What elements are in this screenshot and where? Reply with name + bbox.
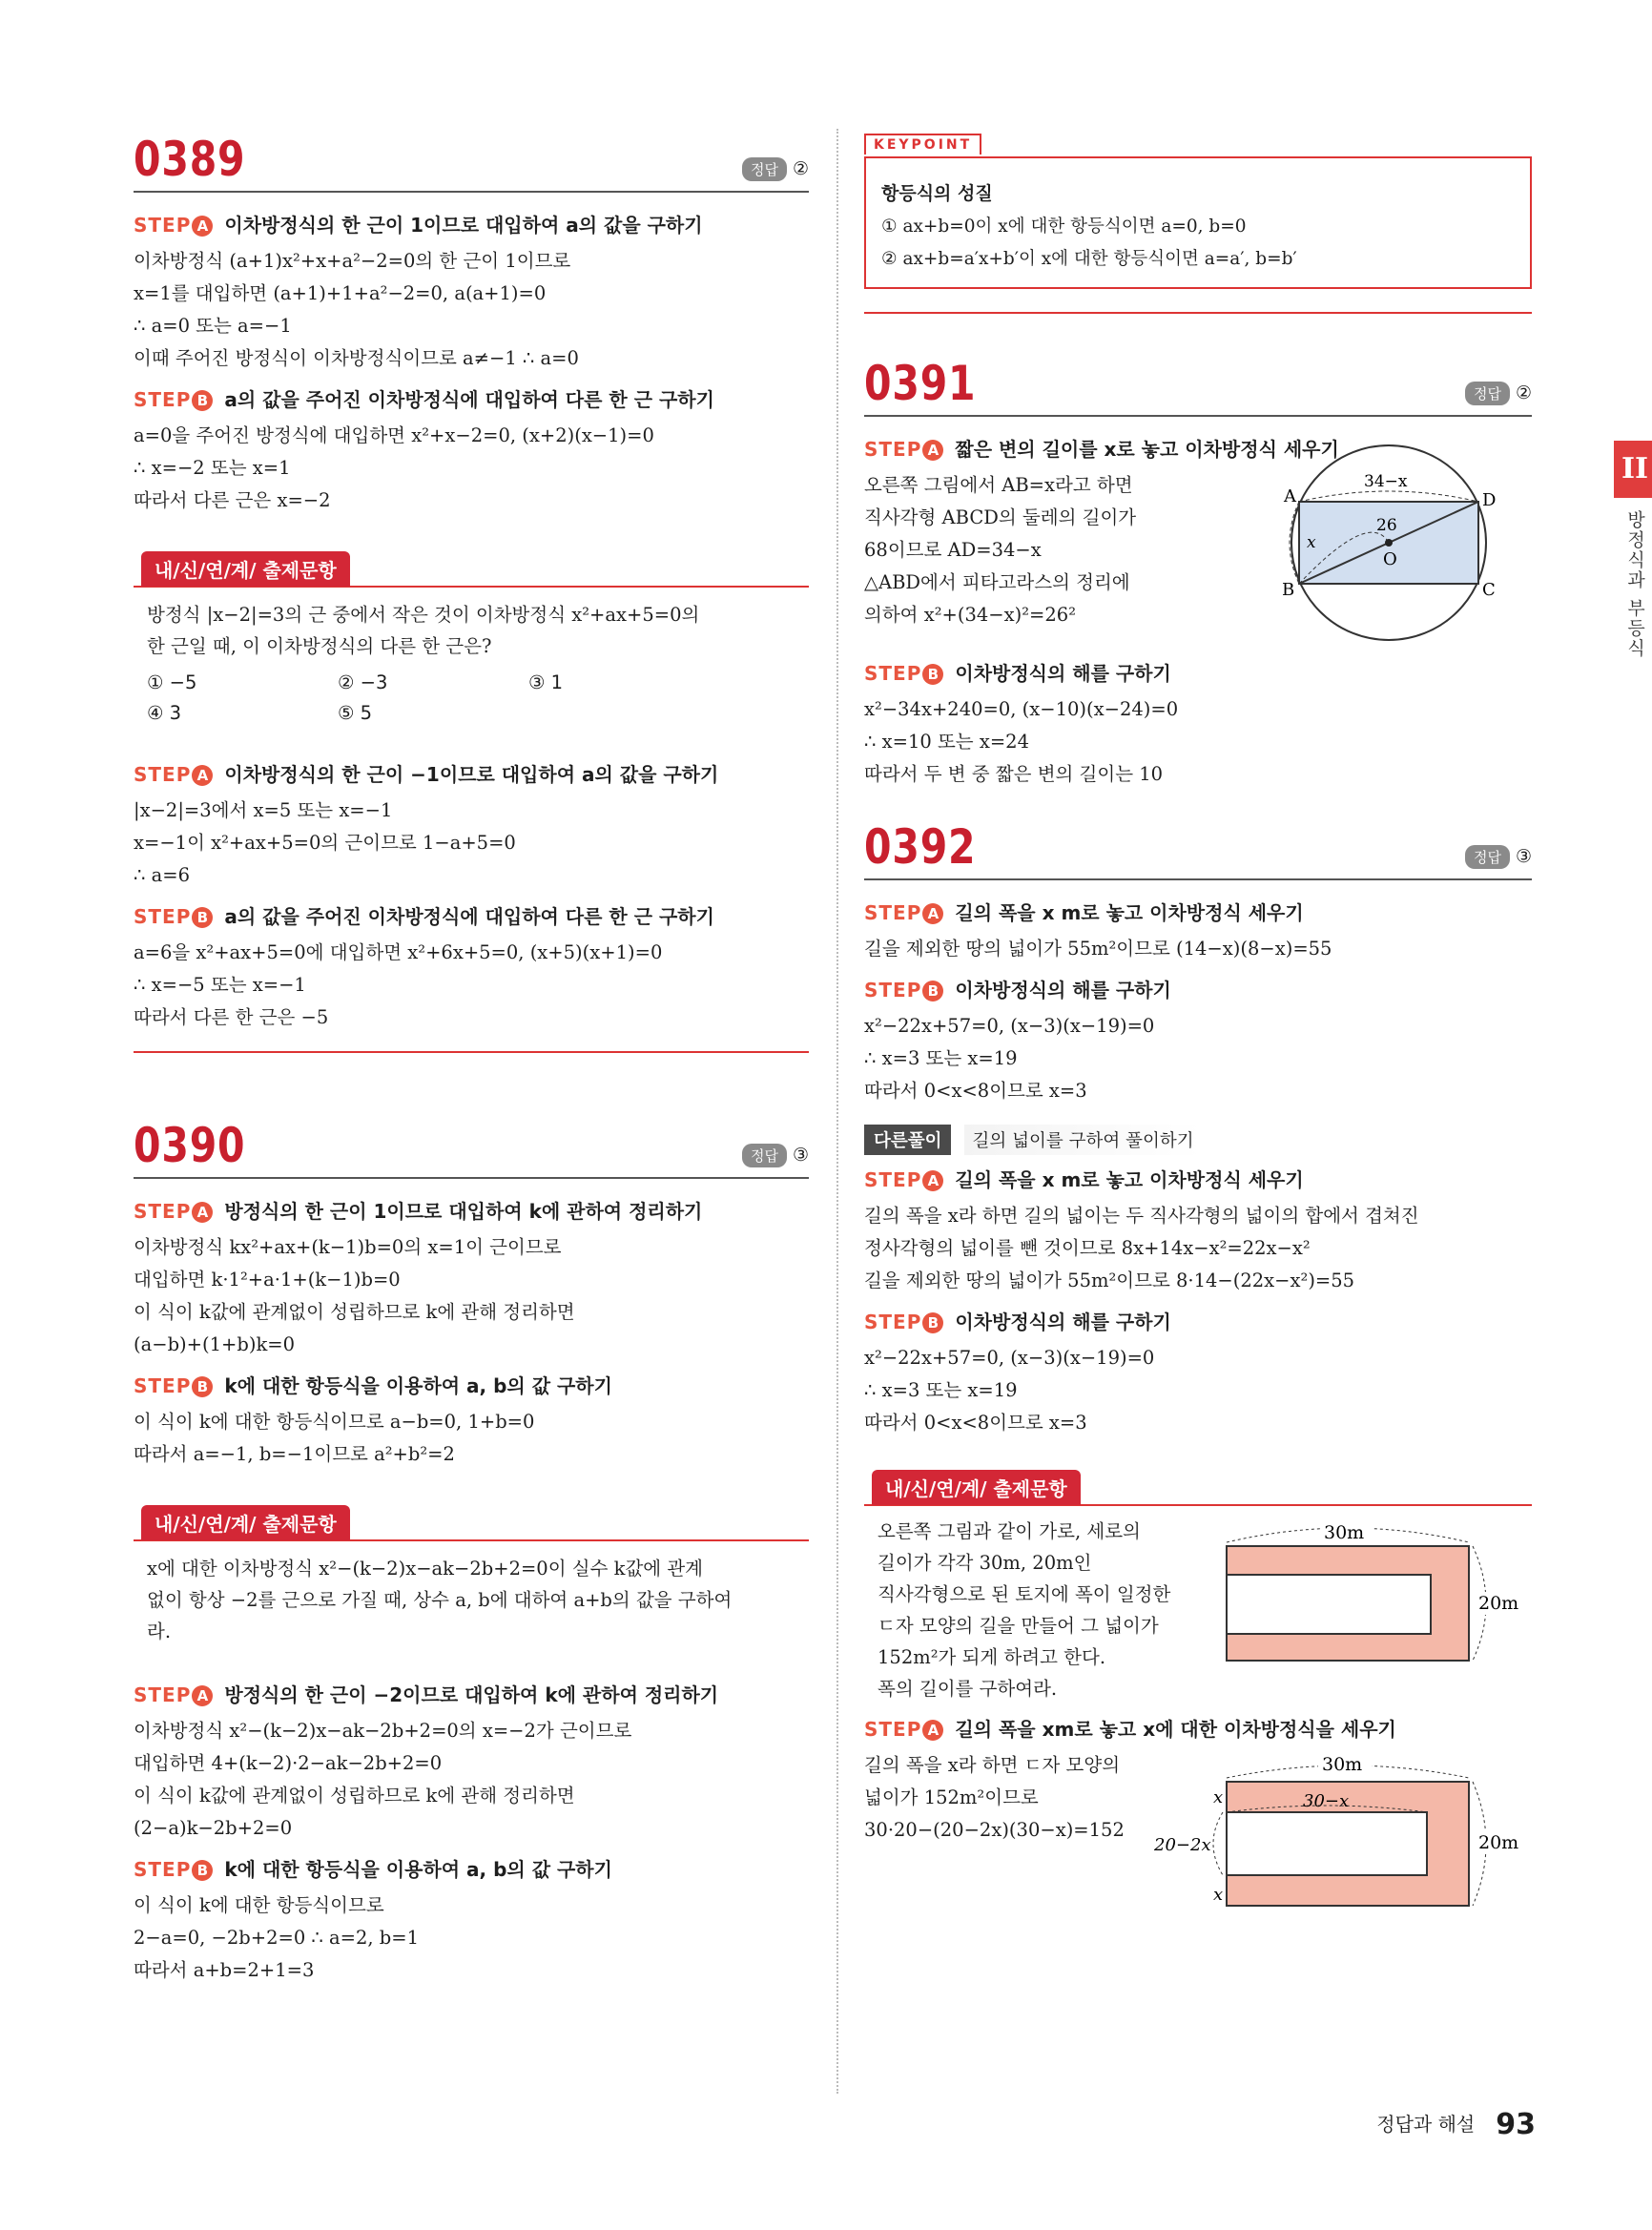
answer-value: ② bbox=[792, 158, 809, 179]
width-label: 30m bbox=[1324, 1522, 1365, 1543]
solution-line: 이 식이 k에 대한 항등식이므로 bbox=[134, 1894, 384, 1916]
exam-header bbox=[864, 1468, 1532, 1506]
step-b-heading: STEP B 이차방정식의 해를 구하기 bbox=[864, 1311, 1171, 1333]
solution-line: 대입하면 4+(k−2)·2−ak−2b+2=0 bbox=[134, 1752, 443, 1774]
keypoint-line: ① ax+b=0이 x에 대한 항등식이면 a=0, b=0 bbox=[881, 217, 1247, 237]
solution-line: 의하여 x²+(34−x)²=26² bbox=[864, 604, 1077, 626]
inner-height-brace bbox=[1213, 1812, 1223, 1875]
problem-header-0392 bbox=[864, 812, 1532, 880]
solution-line: 길을 제외한 땅의 넓이가 55m²이므로 (14−x)(8−x)=55 bbox=[864, 938, 1332, 960]
alternative-solution-header bbox=[864, 1125, 1532, 1155]
solution-line: x²−22x+57=0, (x−3)(x−19)=0 bbox=[864, 1015, 1155, 1037]
solution-line: 68이므로 AD=34−x bbox=[864, 539, 1042, 561]
solution-line: ∴ x=3 또는 x=19 bbox=[864, 1379, 1018, 1401]
solution-line: 2−a=0, −2b+2=0 ∴ a=2, b=1 bbox=[134, 1927, 420, 1949]
solution-line: 따라서 두 변 중 짧은 변의 길이는 10 bbox=[864, 763, 1164, 785]
label-o: O bbox=[1383, 549, 1397, 569]
page-footer bbox=[1376, 2108, 1536, 2141]
solution-line: 따라서 다른 한 근은 −5 bbox=[134, 1006, 329, 1028]
solution-line: 이차방정식 x²−(k−2)x−ak−2b+2=0의 x=−2가 근이므로 bbox=[134, 1720, 632, 1742]
width-x-top: x bbox=[1213, 1787, 1224, 1807]
solution-line: 따라서 0<x<8이므로 x=3 bbox=[864, 1080, 1087, 1102]
choice: ⑤ 5 bbox=[338, 702, 373, 724]
inscribed-rectangle-figure bbox=[1265, 443, 1513, 643]
exam-question: 방정식 |x−2|=3의 근 중에서 작은 것이 이차방정식 x²+ax+5=0의 한 근일 때, 이 이차방정식의 다른 한 근은? bbox=[147, 604, 700, 657]
problem-header-0391 bbox=[864, 348, 1532, 417]
inner-width-label: 30−x bbox=[1303, 1791, 1350, 1811]
solution-line: 이때 주어진 방정식이 이차방정식이므로 a≠−1 ∴ a=0 bbox=[134, 347, 579, 369]
solution-line: ∴ x=−5 또는 x=−1 bbox=[134, 974, 306, 996]
land-inner bbox=[1227, 1812, 1427, 1875]
solution-line: x=1를 대입하면 (a+1)+1+a²−2=0, a(a+1)=0 bbox=[134, 282, 547, 304]
step-a-heading: STEP A 길의 폭을 x m로 놓고 이차방정식 세우기 bbox=[864, 901, 1304, 924]
answer-badge: 정답 bbox=[1465, 845, 1510, 869]
solution-line: 오른쪽 그림에서 AB=x라고 하면 bbox=[864, 474, 1133, 496]
problem-header-0389 bbox=[134, 124, 809, 193]
solution-line: 30·20−(20−2x)(30−x)=152 bbox=[864, 1819, 1125, 1841]
problem-number: 0391 bbox=[864, 356, 977, 411]
label-top: 34−x bbox=[1364, 472, 1408, 491]
answer-choices bbox=[134, 668, 809, 729]
solution-line: ∴ a=6 bbox=[134, 864, 190, 886]
solution-line: ∴ x=−2 또는 x=1 bbox=[134, 457, 291, 479]
solution-line: x²−34x+240=0, (x−10)(x−24)=0 bbox=[864, 698, 1179, 720]
problem-number: 0392 bbox=[864, 819, 977, 875]
solution-line: 이 식이 k에 대한 항등식이므로 a−b=0, 1+b=0 bbox=[134, 1411, 535, 1433]
solution-line: 길을 제외한 땅의 넓이가 55m²이므로 8·14−(22x−x²)=55 bbox=[864, 1270, 1355, 1291]
solution-line: △ABD에서 피타고라스의 정리에 bbox=[864, 571, 1130, 593]
right-column bbox=[864, 124, 1532, 1931]
step-a-heading: STEP A 길의 폭을 xm로 놓고 x에 대한 이차방정식을 세우기 bbox=[864, 1718, 1396, 1741]
answer bbox=[1465, 845, 1532, 869]
solution-line: (a−b)+(1+b)k=0 bbox=[134, 1333, 296, 1355]
answer bbox=[1465, 382, 1532, 405]
column-divider bbox=[836, 129, 838, 2094]
c-shaped-path-figure-labeled bbox=[1150, 1744, 1532, 1934]
step-b-heading: STEP B 이차방정식의 해를 구하기 bbox=[864, 979, 1171, 1001]
choice: ④ 3 bbox=[147, 702, 182, 724]
exam-question: x에 대한 이차방정식 x²−(k−2)x−ak−2b+2=0이 실수 k값에 관계 없이 항상 −2를 근으로 가질 때, 상수 a, b에 대하여 a+b의 값을 구하여 라. bbox=[147, 1558, 733, 1642]
solution-line: 길의 폭을 x라 하면 ㄷ자 모양의 bbox=[864, 1754, 1121, 1776]
answer-badge: 정답 bbox=[1465, 382, 1510, 405]
step-a-heading: STEP A 이차방정식의 한 근이 1이므로 대입하여 a의 값을 구하기 bbox=[134, 214, 703, 237]
page-number: 93 bbox=[1496, 2108, 1536, 2141]
problem-number: 0389 bbox=[134, 132, 246, 187]
land-inner bbox=[1227, 1575, 1431, 1634]
problem-header-0390 bbox=[134, 1110, 809, 1179]
solution-line: ∴ x=3 또는 x=19 bbox=[864, 1047, 1018, 1069]
solution-line: 이차방정식 (a+1)x²+x+a²−2=0의 한 근이 1이므로 bbox=[134, 250, 571, 272]
exam-header bbox=[134, 549, 809, 588]
answer-value: ② bbox=[1515, 382, 1532, 403]
answer-value: ③ bbox=[1515, 846, 1532, 867]
solution-line: a=6을 x²+ax+5=0에 대입하면 x²+6x+5=0, (x+5)(x+1)=0 bbox=[134, 941, 663, 963]
solution-line: 정사각형의 넓이를 뺀 것이므로 8x+14x−x²=22x−x² bbox=[864, 1237, 1311, 1259]
height-label: 20m bbox=[1478, 1832, 1519, 1853]
step-b-heading: STEP B a의 값을 주어진 이차방정식에 대입하여 다른 한 근 구하기 bbox=[134, 905, 714, 928]
label-b: B bbox=[1282, 580, 1295, 600]
problem-number: 0390 bbox=[134, 1118, 246, 1173]
solution-line: (2−a)k−2b+2=0 bbox=[134, 1817, 293, 1839]
step-a-heading: STEP A 방정식의 한 근이 −2이므로 대입하여 k에 관하여 정리하기 bbox=[134, 1683, 719, 1706]
solution-line: 이차방정식 kx²+ax+(k−1)b=0의 x=1이 근이므로 bbox=[134, 1236, 562, 1258]
label-diag: 26 bbox=[1376, 516, 1397, 535]
exam-badge: 내/신/연/계/ 출제문항 bbox=[872, 1470, 1081, 1505]
alt-text: 길의 넓이를 구하여 풀이하기 bbox=[964, 1125, 1201, 1155]
solution-line: 직사각형 ABCD의 둘레의 길이가 bbox=[864, 506, 1137, 528]
solution-line: x=−1이 x²+ax+5=0의 근이므로 1−a+5=0 bbox=[134, 832, 516, 854]
alt-badge: 다른풀이 bbox=[864, 1125, 951, 1155]
step-a-heading: STEP A 방정식의 한 근이 1이므로 대입하여 k에 관하여 정리하기 bbox=[134, 1200, 703, 1223]
label-c: C bbox=[1482, 580, 1496, 600]
width-label: 30m bbox=[1322, 1754, 1363, 1775]
solution-line: 따라서 a+b=2+1=3 bbox=[134, 1959, 315, 1981]
step-b-heading: STEP B a의 값을 주어진 이차방정식에 대입하여 다른 한 근 구하기 bbox=[134, 388, 714, 411]
choice: ③ 1 bbox=[528, 671, 564, 693]
solution-line: 이 식이 k값에 관계없이 성립하므로 k에 관해 정리하면 bbox=[134, 1785, 575, 1807]
solution-line: 따라서 0<x<8이므로 x=3 bbox=[864, 1412, 1087, 1434]
solution-line: ∴ x=10 또는 x=24 bbox=[864, 731, 1029, 753]
step-b-heading: STEP B k에 대한 항등식을 이용하여 a, b의 값 구하기 bbox=[134, 1858, 612, 1881]
solution-line: 대입하면 k·1²+a·1+(k−1)b=0 bbox=[134, 1269, 401, 1291]
top-brace bbox=[1299, 491, 1478, 502]
step-b-heading: STEP B k에 대한 항등식을 이용하여 a, b의 값 구하기 bbox=[134, 1374, 612, 1397]
answer bbox=[742, 157, 809, 181]
label-a: A bbox=[1284, 486, 1296, 506]
choice: ① −5 bbox=[147, 671, 197, 693]
exam-question: 오른쪽 그림과 같이 가로, 세로의 길이가 각각 30m, 20m인 직사각형으로 된 토지에 폭이 일정한 ㄷ자 모양의 길을 만들어 그 넓이가 152m²가 되게 하려고 한다. 폭의 길이를 구하여라. bbox=[878, 1520, 1171, 1700]
step-a-heading: STEP A 짧은 변의 길이를 x로 놓고 이차방정식 세우기 bbox=[864, 438, 1339, 461]
center-point bbox=[1385, 539, 1393, 547]
solution-line: |x−2|=3에서 x=5 또는 x=−1 bbox=[134, 799, 393, 821]
exam-badge: 내/신/연/계/ 출제문항 bbox=[141, 551, 350, 587]
exam-badge: 내/신/연/계/ 출제문항 bbox=[141, 1505, 350, 1540]
chapter-title: 방정식과 부등식 bbox=[1624, 510, 1645, 659]
solution-line: 넓이가 152m²이므로 bbox=[864, 1786, 1039, 1808]
width-x-bottom: x bbox=[1213, 1885, 1224, 1905]
step-a-heading: STEP A 길의 폭을 x m로 놓고 이차방정식 세우기 bbox=[864, 1168, 1304, 1191]
step-b-heading: STEP B 이차방정식의 해를 구하기 bbox=[864, 662, 1171, 685]
exam-header bbox=[134, 1503, 809, 1541]
answer-badge: 정답 bbox=[742, 157, 787, 181]
left-column bbox=[134, 124, 809, 1987]
height-label: 20m bbox=[1478, 1593, 1519, 1614]
answer-value: ③ bbox=[792, 1145, 809, 1166]
answer bbox=[742, 1144, 809, 1167]
solution-line: 따라서 a=−1, b=−1이므로 a²+b²=2 bbox=[134, 1443, 455, 1465]
solution-line: x²−22x+57=0, (x−3)(x−19)=0 bbox=[864, 1347, 1155, 1369]
solution-line: ∴ a=0 또는 a=−1 bbox=[134, 315, 292, 337]
inner-height-label: 20−2x bbox=[1154, 1835, 1211, 1855]
keypoint-line: ② ax+b=a′x+b′이 x에 대한 항등식이면 a=a′, b=b′ bbox=[881, 249, 1297, 269]
keypoint-box bbox=[864, 137, 1532, 289]
answer-badge: 정답 bbox=[742, 1144, 787, 1167]
c-shaped-path-figure bbox=[1208, 1514, 1532, 1695]
footer-label: 정답과 해설 bbox=[1376, 2113, 1476, 2136]
solution-line: 따라서 다른 근은 x=−2 bbox=[134, 489, 331, 511]
label-side: x bbox=[1307, 533, 1316, 552]
step-a-heading: STEP A 이차방정식의 한 근이 −1이므로 대입하여 a의 값을 구하기 bbox=[134, 763, 719, 786]
chapter-tab: II bbox=[1614, 441, 1652, 498]
solution-line: 이 식이 k값에 관계없이 성립하므로 k에 관해 정리하면 bbox=[134, 1301, 575, 1323]
solution-line: 길의 폭을 x라 하면 길의 넓이는 두 직사각형의 넓이의 합에서 겹쳐진 bbox=[864, 1205, 1419, 1227]
keypoint-title: 항등식의 성질 bbox=[881, 183, 993, 204]
keypoint-tag: KEYPOINT bbox=[864, 134, 981, 155]
choice: ② −3 bbox=[338, 671, 388, 693]
label-d: D bbox=[1482, 490, 1497, 510]
solution-line: a=0을 주어진 방정식에 대입하면 x²+x−2=0, (x+2)(x−1)=0 bbox=[134, 424, 654, 446]
